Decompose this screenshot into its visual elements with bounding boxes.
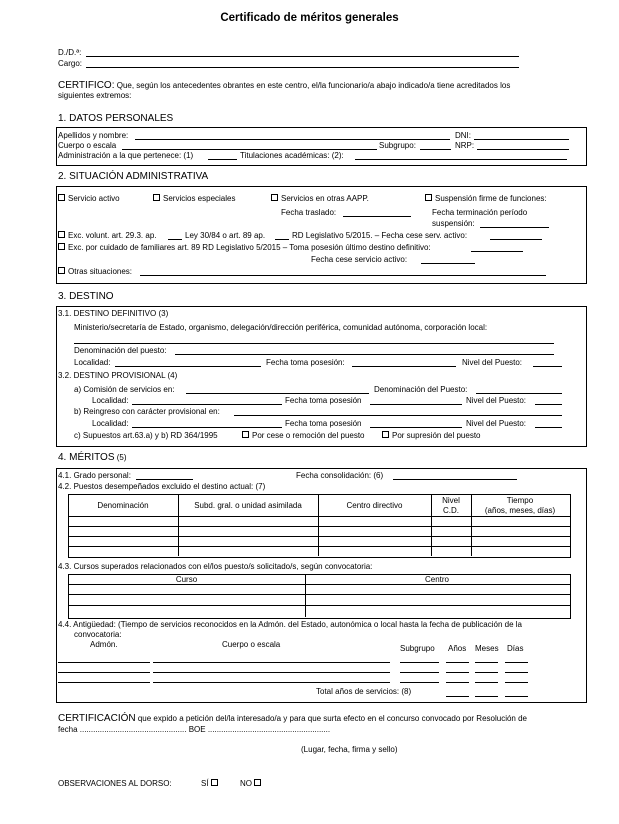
otras-field[interactable] [140,275,546,276]
exc-cuidado-label: Exc. por cuidado de familiares art. 89 RD Legislativo 5/2015 – Toma posesión último destino definitivo: [68,243,431,252]
por-supresion-option[interactable] [382,432,481,440]
dd-label: D./D.ª: [58,48,82,57]
fecha-toma2-field[interactable] [370,404,462,405]
total-anios-field[interactable] [446,696,469,697]
antig-label2: convocatoria: [74,630,122,639]
anios-label: Años [448,644,467,653]
otras-checkbox[interactable] [58,267,65,274]
obs-si-label: SÍ [201,779,209,788]
antig-label1: 4.4. Antigüedad: (Tiempo de servicios reconocidos en la Admón. del Estado, autonómica o local hasta la fecha de publicación de la [58,620,522,629]
admin-field[interactable] [208,159,237,160]
subgrupo-field[interactable] [420,149,451,150]
t1-header-4: Tiempo (años, meses, días) [484,496,556,515]
fecha-toma-label: Fecha toma posesión: [266,358,345,367]
ministerio-label: Ministerio/secretaría de Estado, organismo, delegación/dirección periférica, comunidad autónoma, corporación local: [74,323,488,332]
rd-label: RD Legislativo 5/2015. – Fecha cese serv. activo: [292,231,468,240]
page-title: Certificado de méritos generales [220,12,399,24]
nivel2-label: Nivel del Puesto: [466,396,527,405]
admin-label: Administración a la que pertenece: (1) [58,151,194,160]
certificacion-line1 [58,714,527,724]
nivel-field[interactable] [533,366,562,367]
fecha-cese-field[interactable] [421,263,475,264]
grado-label: 4.1. Grado personal: [58,471,131,480]
por-supresion-label: Por supresión del puesto [392,431,481,440]
certificacion-text2: fecha ................................................ BOE ....................................................... [58,725,331,734]
lugar-label: (Lugar, fecha, firma y sello) [301,745,398,754]
cuerpo-field[interactable] [122,149,377,150]
fecha-traslado-field[interactable] [343,216,411,217]
fecha-consol-field[interactable] [393,479,517,480]
obs-no-option[interactable] [240,780,264,788]
nivel3-field[interactable] [535,427,562,428]
localidad2-field[interactable] [132,404,282,405]
t2-header-1: Centro [424,575,449,584]
certificacion-text1: que expido a petición del/la interesado/a y para que surta efecto en el concurso convocado por Resolución de [137,714,527,723]
fecha-term-field[interactable] [480,227,549,228]
exc-cuidado-option[interactable] [58,244,431,252]
cargo-field[interactable] [86,67,519,68]
section3-heading: 3. DESTINO [58,291,114,302]
fecha-toma2-label: Fecha toma posesión [285,396,362,405]
titulaciones-label: Titulaciones académicas: (2): [240,151,344,160]
por-supresion-checkbox[interactable] [382,431,389,438]
nivel-label: Nivel del Puesto: [462,358,523,367]
dni-label: DNI: [455,131,471,140]
localidad-field[interactable] [115,366,261,367]
ley-ap-field[interactable] [275,239,289,240]
localidad2-label: Localidad: [92,396,129,405]
subgrupo-col-label: Subgrupo [400,644,435,653]
certificacion-lead: CERTIFICACIÓN [58,713,136,724]
obs-si-checkbox[interactable] [211,779,218,786]
obs-si-option[interactable] [201,780,221,788]
puestos-label: 4.2. Puestos desempeñados excluido el destino actual: (7) [58,482,266,491]
admon-label: Admón. [90,640,118,649]
exc-volunt-checkbox[interactable] [58,231,65,238]
cuerpo-label: Cuerpo o escala [58,141,117,150]
dni-field[interactable] [474,139,569,140]
reingreso-field[interactable] [234,415,562,416]
meses-label: Meses [475,644,499,653]
servicios-especiales-label: Servicios especiales [163,194,236,203]
obs-no-label: NO [240,779,252,788]
t1-header-2: Centro directivo [346,501,403,510]
servicios-otras-option[interactable] [271,195,369,203]
exc-volunt-ap-field[interactable] [168,239,182,240]
ministerio-field[interactable] [74,343,554,344]
nivel2-field[interactable] [535,404,562,405]
exc-volunt-option[interactable] [58,232,157,240]
servicios-otras-label: Servicios en otras AAPP. [281,194,369,203]
section2-heading: 2. SITUACIÓN ADMINISTRATIVA [58,171,209,182]
localidad3-field[interactable] [132,427,282,428]
ley-label: Ley 30/84 o art. 89 ap. [185,231,266,240]
supuestos-label: c) Supuestos art.63.a) y b) RD 364/1995 [74,431,218,440]
fecha-term-label1: Fecha terminación período [432,208,528,217]
suspension-label: Suspensión firme de funciones: [435,194,547,203]
certifico-line1 [58,81,510,91]
denom-puesto-field[interactable] [476,393,562,394]
t1-header-1: Subd. gral. o unidad asimilada [194,501,302,510]
titulaciones-field[interactable] [355,159,567,160]
section1-heading: 1. DATOS PERSONALES [58,113,174,124]
servicio-activo-checkbox[interactable] [58,194,65,201]
total-meses-field[interactable] [475,696,498,697]
cuerpo-escala-label: Cuerpo o escala [222,640,281,649]
toma-ultimo-field[interactable] [471,251,523,252]
dd-field[interactable] [86,56,519,57]
section4-heading-ref: (5) [116,453,127,462]
reingreso-label: b) Reingreso con carácter provisional en: [74,407,220,416]
certifico-text2: siguientes extremos: [58,91,132,100]
section4-heading-wrap [58,453,127,463]
obs-no-checkbox[interactable] [254,779,261,786]
exc-volunt-label: Exc. volunt. art. 29.3. ap. [68,231,157,240]
fecha-traslado-label: Fecha traslado: [281,208,337,217]
observaciones-label: OBSERVACIONES AL DORSO: [58,779,172,788]
grado-field[interactable] [136,479,193,480]
dias-label: Días [507,644,524,653]
fecha-toma3-label: Fecha toma posesión [285,419,362,428]
prov-title: 3.2. DESTINO PROVISIONAL (4) [58,371,178,380]
fecha-cese-label: Fecha cese servicio activo: [311,255,408,264]
fecha-consol-label: Fecha consolidación: (6) [296,471,384,480]
section4-heading: 4. MÉRITOS [58,452,115,463]
por-cese-label: Por cese o remoción del puesto [252,431,365,440]
otras-option[interactable] [58,268,132,276]
total-dias-field[interactable] [505,696,528,697]
localidad3-label: Localidad: [92,419,129,428]
nrp-label: NRP: [455,141,475,150]
servicios-especiales-checkbox[interactable] [153,194,160,201]
subgrupo-label: Subgrupo: [379,141,416,150]
total-label: Total años de servicios: (8) [316,687,412,696]
certifico-text1: Que, según los antecedentes obrantes en este centro, el/la funcionario/a abajo indicado/a tiene acreditados los [116,81,511,90]
comision-field[interactable] [186,393,369,394]
suspension-option[interactable] [425,195,547,203]
fecha-cese-serv-field[interactable] [490,239,542,240]
apellidos-field[interactable] [135,139,450,140]
servicio-activo-label: Servicio activo [68,194,120,203]
por-cese-checkbox[interactable] [242,431,249,438]
suspension-checkbox[interactable] [425,194,432,201]
t1-header-0: Denominación [97,501,149,510]
certifico-lead: CERTIFICO: [58,80,115,91]
t2-header-0: Curso [175,575,198,584]
cursos-label: 4.3. Cursos superados relacionados con el/los puesto/s solicitado/s, según convocatoria: [58,562,373,571]
t1-header-3: Nivel C.D. [442,496,460,515]
servicios-especiales-option[interactable] [153,195,235,203]
apellidos-label: Apellidos y nombre: [58,131,129,140]
fecha-toma3-field[interactable] [370,427,462,428]
fecha-toma-field[interactable] [352,366,456,367]
localidad-label: Localidad: [74,358,111,367]
fecha-term-label2: suspensión: [432,219,475,228]
section1-box [56,127,587,166]
por-cese-option[interactable] [242,432,365,440]
denom-puesto-label: Denominación del Puesto: [374,385,468,394]
servicio-activo-option[interactable] [58,195,120,203]
denominacion-label: Denominación del puesto: [74,346,167,355]
nrp-field[interactable] [477,149,569,150]
nivel3-label: Nivel del Puesto: [466,419,527,428]
denominacion-field[interactable] [175,354,554,355]
exc-cuidado-checkbox[interactable] [58,243,65,250]
cargo-label: Cargo: [58,59,83,68]
otras-label: Otras situaciones: [68,267,133,276]
servicios-otras-checkbox[interactable] [271,194,278,201]
comision-label: a) Comisión de servicios en: [74,385,175,394]
def-title: 3.1. DESTINO DEFINITIVO (3) [58,309,169,318]
